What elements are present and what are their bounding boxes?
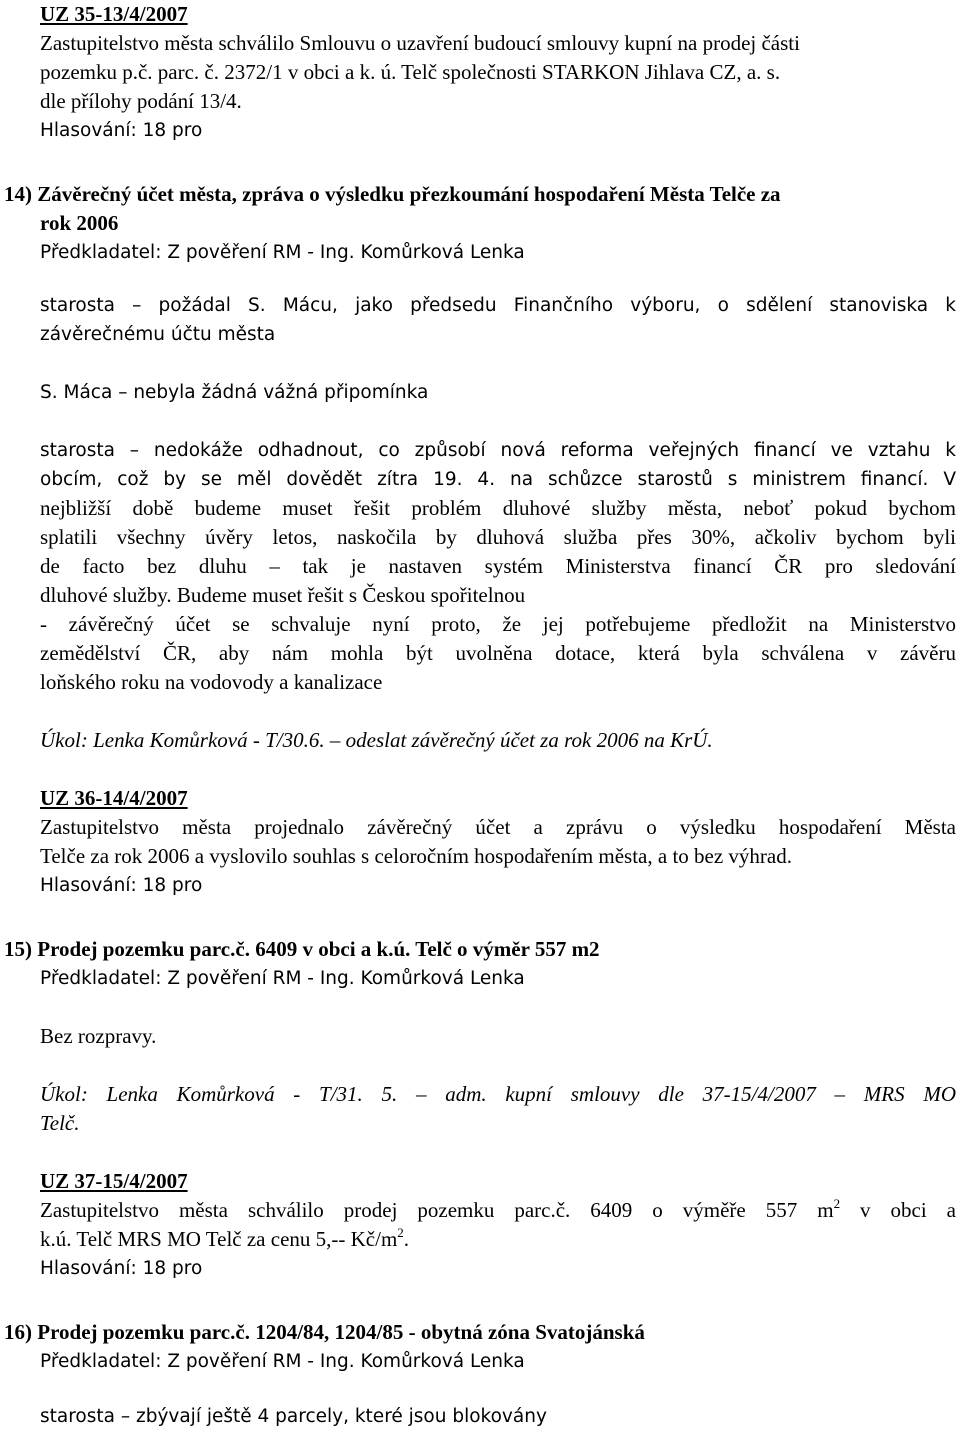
text-line-24: Telče za rok 2006 a vyslovilo souhlas s celoročním hospodařením města, a to bez výhrad. [40,844,792,868]
text-line-3: pozemku p.č. parc. č. 2372/1 v obci a k. ú. Telč společnosti STARKON Jihlava CZ, a. s. [40,60,781,84]
text-line-31: UZ 37-15/4/2007 [40,1169,188,1193]
text-line-10: závěrečnému účtu města [40,324,276,345]
text-line-9: starosta – požádal S. Mácu, jako předsedu Finančního výboru, o sdělení stanoviska k [40,295,956,316]
superscript: 2 [397,1225,404,1240]
text-run: . [403,1227,410,1251]
text-line-32 [40,1196,956,1228]
text-line-8: Předkladatel: Z pověření RM - Ing. Komůrková Lenka [40,242,525,263]
text-line-2: Zastupitelstvo města schválilo Smlouvu o uzavření budoucí smlouvy kupní na prodej části [40,31,800,55]
text-line-11: S. Máca – nebyla žádná vážná připomínka [40,382,429,403]
text-line-22: UZ 36-14/4/2007 [40,786,188,810]
text-run: k.ú. Telč MRS MO Telč za cenu 5,-- Kč/m [40,1227,398,1251]
text-line-21: Úkol: Lenka Komůrková - T/30.6. – odeslat závěrečný účet za rok 2006 na KrÚ. [40,728,713,752]
text-line-30: Telč. [40,1111,80,1135]
text-line-33 [40,1225,956,1257]
text-line-23: Zastupitelstvo města projednalo závěrečný účet a zprávu o výsledku hospodaření Města [40,815,956,839]
text-line-17: dluhové služby. Budeme muset řešit s Českou spořitelnou [40,583,526,607]
text-line-20: loňského roku na vodovody a kanalizace [40,670,383,694]
text-line-6: 14) Závěrečný účet města, zpráva o výsledku přezkoumání hospodaření Města Telče za [4,182,781,206]
text-line-28: Bez rozpravy. [40,1024,157,1048]
text-line-14: nejbližší době budeme muset řešit problém dluhové služby města, neboť pokud bychom [40,496,956,520]
text-line-7: rok 2006 [40,211,119,235]
text-line-35: 16) Prodej pozemku parc.č. 1204/84, 1204/85 - obytná zóna Svatojánská [4,1320,645,1344]
text-line-25: Hlasování: 18 pro [40,875,203,896]
text-line-36: Předkladatel: Z pověření RM - Ing. Komůrková Lenka [40,1351,525,1372]
text-line-37: starosta – zbývají ještě 4 parcely, které jsou blokovány [40,1406,547,1427]
text-line-13: obcím, což by se měl dovědět zítra 19. 4. na schůzce starostů s ministrem financí. V [40,469,956,490]
text-line-34: Hlasování: 18 pro [40,1258,203,1279]
text-line-12: starosta – nedokáže odhadnout, co způsobí nová reforma veřejných financí ve vztahu k [40,440,956,461]
text-line-19: zemědělství ČR, aby nám mohla být uvolněna dotace, která byla schválena v závěru [40,641,956,665]
text-line-29: Úkol: Lenka Komůrková - T/31. 5. – adm. kupní smlouvy dle 37-15/4/2007 – MRS MO [40,1082,956,1106]
text-line-26: 15) Prodej pozemku parc.č. 6409 v obci a k.ú. Telč o výměr 557 m2 [4,937,600,961]
text-line-16: de facto bez dluhu – tak je nastaven systém Ministerstva financí ČR pro sledování [40,554,956,578]
text-line-27: Předkladatel: Z pověření RM - Ing. Komůrková Lenka [40,968,525,989]
text-line-5: Hlasování: 18 pro [40,120,203,141]
text-line-1: UZ 35-13/4/2007 [40,2,188,26]
text-line-4: dle přílohy podání 13/4. [40,89,242,113]
text-line-15: splatili všechny úvěry letos, naskočila by dluhová služba přes 30%, ačkoliv bychom byli [40,525,956,549]
text-run: v obci a [840,1198,957,1222]
text-run: Zastupitelstvo města schválilo prodej pozemku parc.č. 6409 o výměře 557 m [40,1198,834,1222]
text-line-18: - závěrečný účet se schvaluje nyní proto, že jej potřebujeme předložit na Ministerstvo [40,612,956,636]
superscript: 2 [833,1196,841,1211]
